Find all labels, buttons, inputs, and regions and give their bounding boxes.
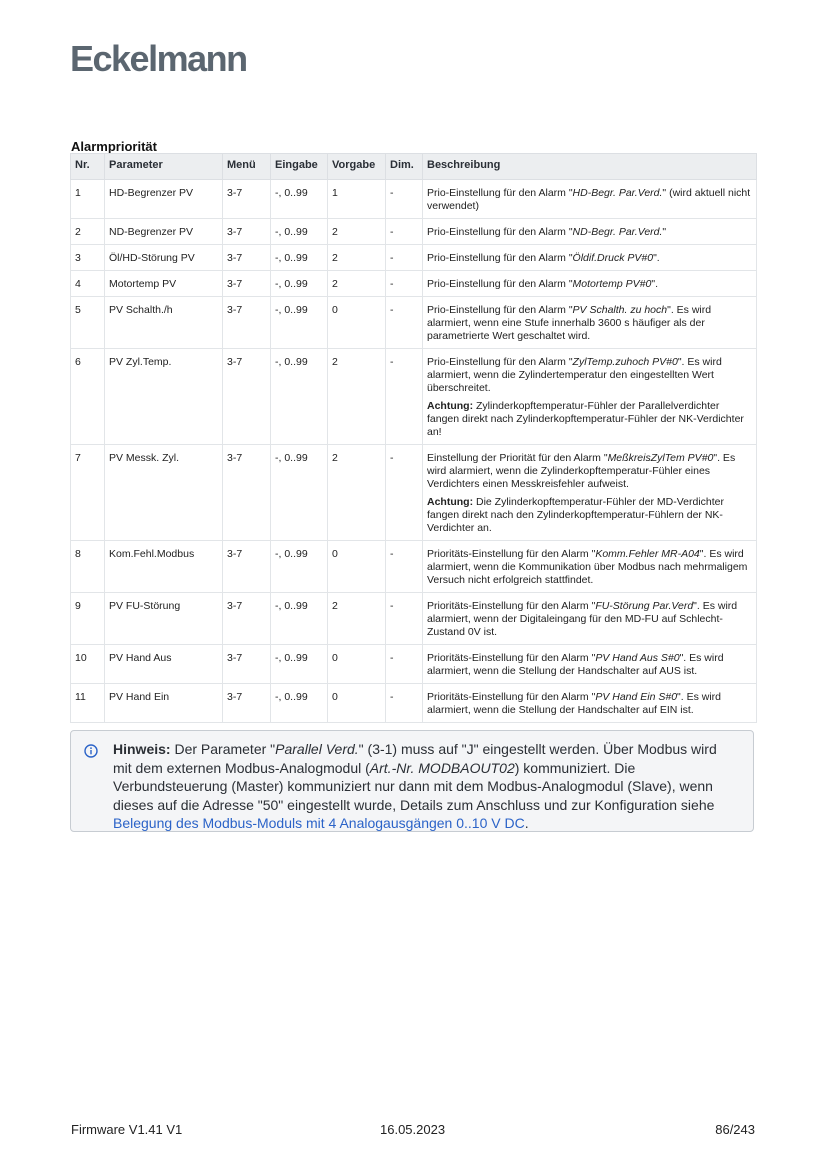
cell-eingabe: -, 0..99 (271, 180, 328, 219)
cell-beschreibung (423, 271, 757, 297)
cell-menu: 3-7 (223, 245, 271, 271)
cell-vorgabe: 2 (328, 219, 386, 245)
table-row (71, 245, 757, 271)
cell-eingabe: -, 0..99 (271, 245, 328, 271)
info-icon (84, 744, 98, 758)
warning-label: Achtung: (427, 496, 474, 508)
col-header-nr: Nr. (71, 154, 105, 180)
cell-menu: 3-7 (223, 180, 271, 219)
footer-page-number: 86/243 (715, 1122, 755, 1137)
table-row (71, 180, 757, 219)
description-text: Prio-Einstellung für den Alarm "HD-Begr. Par.Verd." (wird aktuell nicht verwendet) (427, 187, 751, 212)
cell-vorgabe: 2 (328, 245, 386, 271)
warning-note: Achtung: Die Zylinderkopftemperatur-Fühler der MD-Verdichter fangen direkt nach den Zylinderkopftemperatur-Fühlern der NK-Verdichter an. (427, 496, 725, 534)
description-text: Prio-Einstellung für den Alarm "Motortemp PV#0". (427, 278, 658, 290)
cell-dim: - (386, 684, 423, 723)
description-text: Prio-Einstellung für den Alarm "ND-Begr. Par.Verd." (427, 226, 667, 238)
cell-eingabe: -, 0..99 (271, 445, 328, 541)
cell-eingabe: -, 0..99 (271, 541, 328, 593)
cell-dim: - (386, 541, 423, 593)
description-text: Prioritäts-Einstellung für den Alarm "FU-Störung Par.Verd". Es wird alarmiert, wenn der Digitaleingang für den MD-FU auf Schlecht-Zustand 0V ist. (427, 600, 738, 638)
cell-dim: - (386, 271, 423, 297)
cell-beschreibung (423, 684, 757, 723)
cell-parameter: PV Hand Ein (105, 684, 223, 723)
cell-nr: 5 (71, 297, 105, 349)
hint-label: Hinweis: (113, 741, 171, 757)
cell-menu: 3-7 (223, 445, 271, 541)
cell-parameter: Öl/HD-Störung PV (105, 245, 223, 271)
cell-parameter: PV FU-Störung (105, 593, 223, 645)
cell-menu: 3-7 (223, 349, 271, 445)
table-row (71, 349, 757, 445)
cell-menu: 3-7 (223, 219, 271, 245)
description-text: Prio-Einstellung für den Alarm "Öldif.Druck PV#0". (427, 252, 660, 264)
cell-nr: 2 (71, 219, 105, 245)
description-text: Einstellung der Priorität für den Alarm "MeßkreisZylTem PV#0". Es wird alarmiert, wenn die Zylinderkopftemperatur-Fühler eines Verdichters einen Messkreisfehler aufweist. (427, 452, 736, 490)
cell-parameter: Motortemp PV (105, 271, 223, 297)
cell-dim: - (386, 180, 423, 219)
cell-vorgabe: 2 (328, 271, 386, 297)
cell-menu: 3-7 (223, 271, 271, 297)
description-text: Prioritäts-Einstellung für den Alarm "Komm.Fehler MR-A04". Es wird alarmiert, wenn die Kommunikation über Modbus nach mehrmaligem Versuch nicht erfolgreich stattfindet. (427, 548, 748, 586)
cell-vorgabe: 0 (328, 645, 386, 684)
cell-dim: - (386, 219, 423, 245)
table-row (71, 593, 757, 645)
cell-beschreibung (423, 349, 757, 445)
cell-nr: 7 (71, 445, 105, 541)
warning-note: Achtung: Zylinderkopftemperatur-Fühler der Parallelverdichter fangen direkt nach Zylinderkopftemperatur-Fühler der NK-Verdichter an! (427, 400, 744, 438)
cell-menu: 3-7 (223, 541, 271, 593)
cell-eingabe: -, 0..99 (271, 219, 328, 245)
hint-callout (70, 730, 754, 832)
cell-dim: - (386, 593, 423, 645)
cell-menu: 3-7 (223, 593, 271, 645)
cell-nr: 11 (71, 684, 105, 723)
cell-eingabe: -, 0..99 (271, 645, 328, 684)
description-text: Prioritäts-Einstellung für den Alarm "PV Hand Aus S#0". Es wird alarmiert, wenn die Stellung der Handschalter auf AUS ist. (427, 652, 724, 677)
cell-nr: 4 (71, 271, 105, 297)
cell-menu: 3-7 (223, 297, 271, 349)
cell-eingabe: -, 0..99 (271, 684, 328, 723)
col-header-parameter: Parameter (105, 154, 223, 180)
cell-beschreibung (423, 541, 757, 593)
footer-firmware: Firmware V1.41 V1 (71, 1122, 183, 1137)
cell-parameter: PV Schalth./h (105, 297, 223, 349)
table-row (71, 297, 757, 349)
cell-eingabe: -, 0..99 (271, 271, 328, 297)
brand-logo: Eckelmann (70, 38, 247, 79)
cell-menu: 3-7 (223, 684, 271, 723)
parameter-table (70, 153, 757, 723)
cell-eingabe: -, 0..99 (271, 593, 328, 645)
description-text: Prio-Einstellung für den Alarm "ZylTemp.zuhoch PV#0". Es wird alarmiert, wenn die Zylindertemperatur den eingestellten Wert überschreitet. (427, 356, 722, 394)
col-header-beschreibung: Beschreibung (423, 154, 757, 180)
cell-beschreibung (423, 593, 757, 645)
col-header-vorgabe: Vorgabe (328, 154, 386, 180)
table-row (71, 271, 757, 297)
cell-eingabe: -, 0..99 (271, 349, 328, 445)
cell-dim: - (386, 445, 423, 541)
cell-parameter: PV Zyl.Temp. (105, 349, 223, 445)
footer-date: 16.05.2023 (380, 1122, 446, 1137)
cell-nr: 8 (71, 541, 105, 593)
cell-parameter: Kom.Fehl.Modbus (105, 541, 223, 593)
warning-label: Achtung: (427, 400, 474, 412)
table-body (71, 180, 757, 723)
cell-beschreibung (423, 645, 757, 684)
cell-nr: 6 (71, 349, 105, 445)
cell-beschreibung (423, 219, 757, 245)
cell-menu: 3-7 (223, 645, 271, 684)
description-text: Prioritäts-Einstellung für den Alarm "PV Hand Ein S#0". Es wird alarmiert, wenn die Stellung der Handschalter auf EIN ist. (427, 691, 722, 716)
cell-vorgabe: 1 (328, 180, 386, 219)
cell-beschreibung (423, 297, 757, 349)
table-header-row (71, 154, 757, 180)
table-row (71, 445, 757, 541)
cell-vorgabe: 2 (328, 593, 386, 645)
cell-beschreibung (423, 180, 757, 219)
cell-eingabe: -, 0..99 (271, 297, 328, 349)
modbus-module-link[interactable]: Belegung des Modbus-Moduls mit 4 Analogausgängen 0..10 V DC (113, 815, 525, 831)
table-row (71, 684, 757, 723)
cell-vorgabe: 2 (328, 445, 386, 541)
table-row (71, 541, 757, 593)
col-header-dim: Dim. (386, 154, 423, 180)
cell-parameter: HD-Begrenzer PV (105, 180, 223, 219)
cell-beschreibung (423, 245, 757, 271)
cell-dim: - (386, 349, 423, 445)
cell-nr: 3 (71, 245, 105, 271)
cell-vorgabe: 0 (328, 541, 386, 593)
col-header-eingabe: Eingabe (271, 154, 328, 180)
description-text: Prio-Einstellung für den Alarm "PV Schalth. zu hoch". Es wird alarmiert, wenn eine Stufe innerhalb 3600 s häufiger als der parametrierte Wert geschaltet wird. (427, 304, 712, 342)
col-header-menu: Menü (223, 154, 271, 180)
cell-vorgabe: 0 (328, 297, 386, 349)
cell-dim: - (386, 245, 423, 271)
cell-nr: 1 (71, 180, 105, 219)
section-title: Alarmpriorität (71, 139, 157, 154)
cell-dim: - (386, 645, 423, 684)
cell-beschreibung (423, 445, 757, 541)
cell-nr: 9 (71, 593, 105, 645)
cell-dim: - (386, 297, 423, 349)
cell-parameter: PV Messk. Zyl. (105, 445, 223, 541)
cell-vorgabe: 2 (328, 349, 386, 445)
cell-vorgabe: 0 (328, 684, 386, 723)
hint-text: Hinweis: Der Parameter "Parallel Verd." (3-1) muss auf "J" eingestellt werden. Über Modbus wird mit dem externen Modbus-Analogmodul (Art.-Nr. MODBAOUT02) kommuniziert. Die Verbundsteuerung (Master) kommuniziert nur dann mit dem Modbus-Analogmodul (Slave), wenn dieses auf die Adresse "50" eingestellt wurde, Details zum Anschluss und zur Konfiguration siehe Belegung des Modbus-Moduls mit 4 Analogausgängen 0..10 V DC. (113, 741, 717, 831)
cell-nr: 10 (71, 645, 105, 684)
cell-parameter: ND-Begrenzer PV (105, 219, 223, 245)
table-row (71, 645, 757, 684)
cell-parameter: PV Hand Aus (105, 645, 223, 684)
table-row (71, 219, 757, 245)
